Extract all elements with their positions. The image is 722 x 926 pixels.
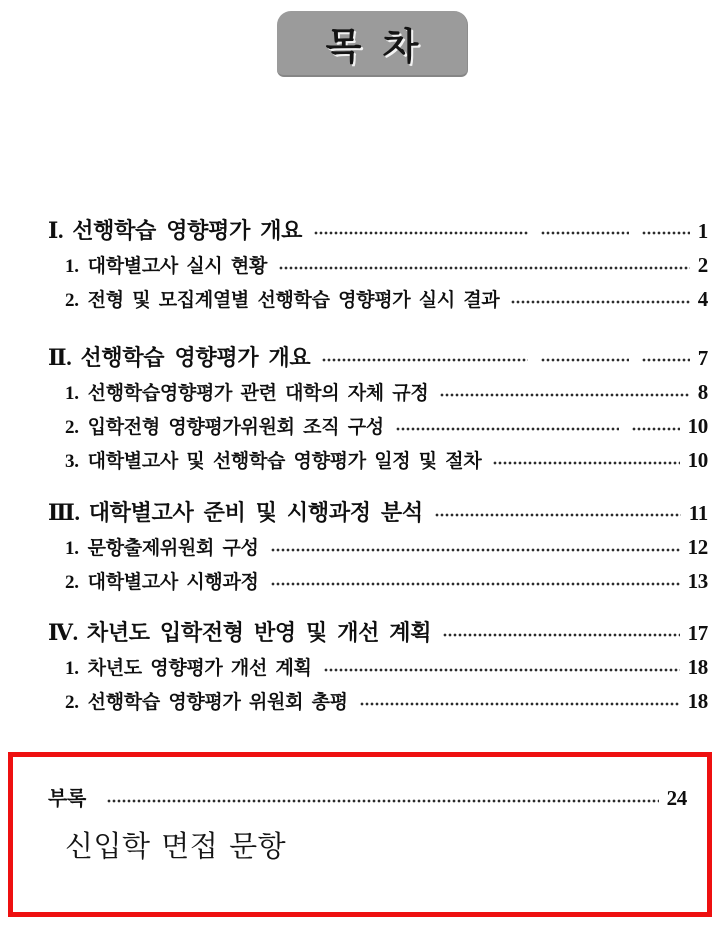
appendix-highlight-box: [8, 752, 712, 917]
toc-item: [48, 685, 708, 719]
toc-item: [48, 410, 708, 444]
dot-leader: [396, 427, 619, 431]
appendix-label: 부록: [48, 788, 87, 810]
section-numeral: Ⅱ.: [48, 345, 72, 370]
item-title: 선행학습 영향평가 위원회 총평: [87, 692, 348, 713]
dot-leader: [541, 358, 629, 362]
item-number: 1.: [65, 383, 79, 404]
toc-item: [48, 444, 708, 478]
page-number: 10: [687, 414, 708, 438]
toc-section-4: [48, 615, 708, 719]
item-title: 대학별고사 시행과정: [87, 572, 259, 593]
section-title: 차년도 입학전형 반영 및 개선 계획: [86, 620, 432, 645]
dot-leader: [440, 393, 689, 397]
page-number: 8: [697, 380, 708, 404]
section-numeral: Ⅰ.: [48, 218, 64, 243]
toc-item: [48, 651, 708, 685]
table-of-contents: [48, 213, 708, 719]
section-numeral: Ⅲ.: [48, 500, 80, 525]
dot-leader: [642, 358, 690, 362]
dot-leader: [511, 300, 689, 304]
toc-section-2: [48, 340, 708, 478]
toc-section-heading: [48, 340, 708, 376]
toc-section-heading: [48, 615, 708, 651]
toc-item: [48, 565, 708, 599]
toc-item: [48, 531, 708, 565]
item-title: 선행학습영향평가 관련 대학의 자체 규정: [87, 383, 429, 404]
page-number: 18: [687, 689, 708, 713]
dot-leader: [632, 427, 680, 431]
item-number: 1.: [65, 658, 79, 679]
dot-leader: [493, 461, 679, 465]
page-number: 10: [687, 448, 708, 472]
dot-leader: [322, 358, 527, 362]
item-number: 2.: [65, 417, 79, 438]
item-title: 차년도 영향평가 개선 계획: [87, 658, 312, 679]
page-title: 목 차: [325, 27, 425, 68]
dot-leader: [271, 548, 680, 552]
toc-section-3: [48, 495, 708, 599]
page-number: 7: [697, 346, 708, 370]
toc-item: [48, 283, 708, 317]
dot-leader: [324, 668, 680, 672]
dot-leader: [314, 231, 528, 235]
dot-leader: [271, 582, 680, 586]
dot-leader: [107, 799, 659, 803]
page-number: 4: [697, 287, 708, 311]
page-number: 24: [666, 786, 687, 810]
item-title: 입학전형 영향평가위원회 조직 구성: [87, 417, 384, 438]
toc-entry-appendix: [48, 783, 687, 814]
dot-leader: [279, 266, 690, 270]
item-number: 2.: [65, 692, 79, 713]
page-number: 18: [687, 655, 708, 679]
dot-leader: [360, 702, 680, 706]
page-number: 13: [687, 569, 708, 593]
item-number: 1.: [65, 538, 79, 559]
page-number: 11: [688, 501, 708, 525]
item-number: 3.: [65, 451, 79, 472]
page-number: 2: [697, 253, 708, 277]
item-number: 2.: [65, 572, 79, 593]
item-title: 전형 및 모집계열별 선행학습 영향평가 실시 결과: [87, 290, 500, 311]
item-title: 문항출제위원회 구성: [87, 538, 259, 559]
item-number: 2.: [65, 290, 79, 311]
item-title: 대학별고사 실시 현황: [87, 256, 268, 277]
section-title: 선행학습 영향평가 개요: [80, 345, 311, 370]
section-title: 대학별고사 준비 및 시행과정 분석: [88, 500, 423, 525]
dot-leader: [443, 633, 679, 637]
appendix-subtitle: 신입학 면접 문항: [65, 831, 287, 863]
page-number: 1: [697, 219, 708, 243]
dot-leader: [541, 231, 629, 235]
dot-leader: [642, 231, 690, 235]
item-number: 1.: [65, 256, 79, 277]
toc-section-heading: [48, 495, 708, 531]
section-title: 선행학습 영향평가 개요: [72, 218, 303, 243]
toc-section-heading: [48, 213, 708, 249]
item-title: 대학별고사 및 선행학습 영향평가 일정 및 절차: [87, 451, 482, 472]
toc-item: [48, 249, 708, 283]
section-numeral: Ⅳ.: [48, 620, 78, 645]
toc-section-1: [48, 213, 708, 317]
page-number: 12: [687, 535, 708, 559]
page-title-box: [277, 11, 468, 77]
page-number: 17: [687, 621, 708, 645]
toc-item: [48, 376, 708, 410]
dot-leader: [435, 513, 681, 517]
